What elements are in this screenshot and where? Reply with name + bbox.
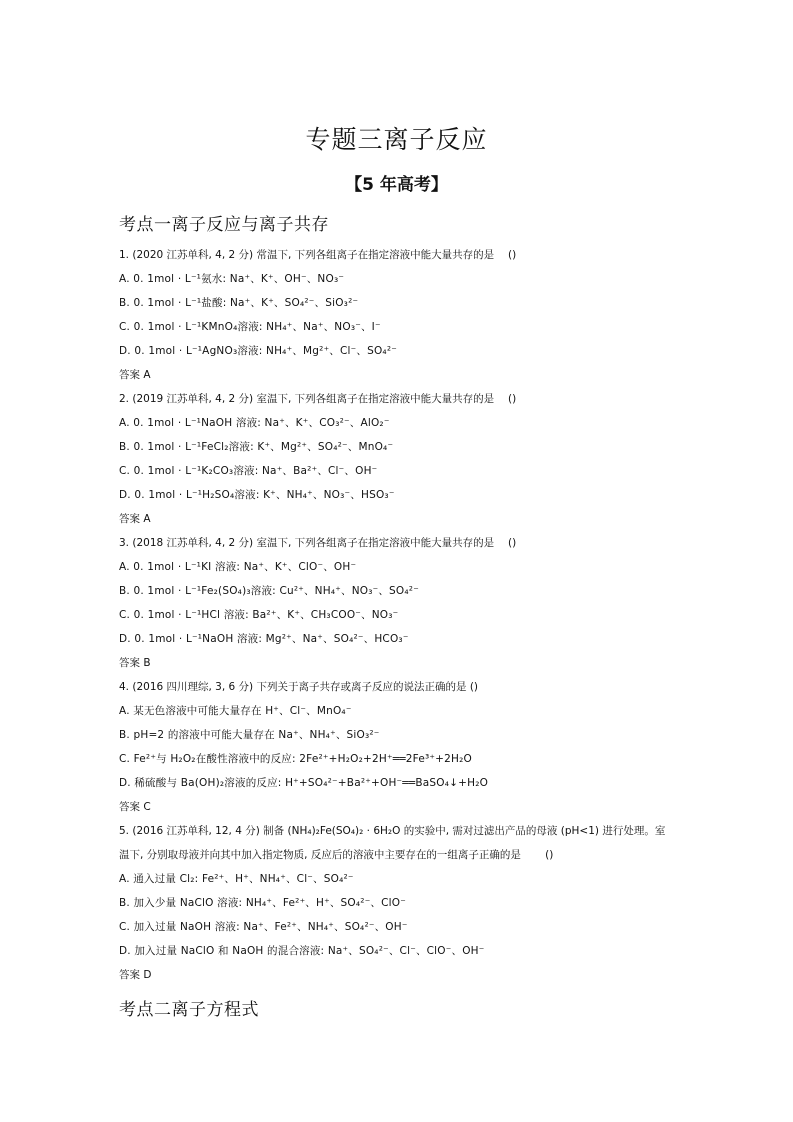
- question-1-option-a: A. 0. 1mol · L⁻¹氨水: Na⁺、K⁺、OH⁻、NO₃⁻: [119, 273, 345, 285]
- question-3-option-b: B. 0. 1mol · L⁻¹Fe₂(SO₄)₃溶液: Cu²⁺、NH₄⁺、NO₃⁻、SO₄²⁻: [119, 585, 419, 597]
- page-title: 专题三离子反应: [305, 125, 488, 154]
- question-3-option-a: A. 0. 1mol · L⁻¹KI 溶液: Na⁺、K⁺、ClO⁻、OH⁻: [119, 561, 357, 573]
- question-2-option-b: B. 0. 1mol · L⁻¹FeCl₂溶液: K⁺、Mg²⁺、SO₄²⁻、MnO₄⁻: [119, 441, 394, 453]
- question-1-option-c: C. 0. 1mol · L⁻¹KMnO₄溶液: NH₄⁺、Na⁺、NO₃⁻、I⁻: [119, 321, 381, 333]
- question-3-stem: 3. (2018 江苏单科, 4, 2 分) 室温下, 下列各组离子在指定溶液中能大量共存的是 (): [119, 537, 517, 549]
- question-5-option-c: C. 加入过量 NaOH 溶液: Na⁺、Fe²⁺、NH₄⁺、SO₄²⁻、OH⁻: [119, 921, 408, 933]
- question-1-option-b: B. 0. 1mol · L⁻¹盐酸: Na⁺、K⁺、SO₄²⁻、SiO₃²⁻: [119, 297, 359, 309]
- question-4-option-d: D. 稀硫酸与 Ba(OH)₂溶液的反应: H⁺+SO₄²⁻+Ba²⁺+OH⁻══BaSO₄↓+H₂O: [119, 777, 489, 789]
- question-3-answer: 答案 B: [119, 657, 151, 669]
- question-2-answer: 答案 A: [119, 513, 151, 525]
- question-5-option-a: A. 通入过量 Cl₂: Fe²⁺、H⁺、NH₄⁺、Cl⁻、SO₄²⁻: [119, 873, 354, 885]
- question-2-option-d: D. 0. 1mol · L⁻¹H₂SO₄溶液: K⁺、NH₄⁺、NO₃⁻、HSO₃⁻: [119, 489, 395, 501]
- question-4-option-b: B. pH=2 的溶液中可能大量存在 Na⁺、NH₄⁺、SiO₃²⁻: [119, 729, 380, 741]
- question-1-stem: 1. (2020 江苏单科, 4, 2 分) 常温下, 下列各组离子在指定溶液中能大量共存的是 (): [119, 249, 517, 261]
- question-4-option-a: A. 某无色溶液中可能大量存在 H⁺、Cl⁻、MnO₄⁻: [119, 705, 352, 717]
- question-2-stem: 2. (2019 江苏单科, 4, 2 分) 室温下, 下列各组离子在指定溶液中能大量共存的是 (): [119, 393, 517, 405]
- section-heading-1: 考点一离子反应与离子共存: [119, 215, 329, 235]
- question-1-option-d: D. 0. 1mol · L⁻¹AgNO₃溶液: NH₄⁺、Mg²⁺、Cl⁻、SO₄²⁻: [119, 345, 397, 357]
- section-heading-2: 考点二离子方程式: [119, 1000, 259, 1020]
- question-2-option-a: A. 0. 1mol · L⁻¹NaOH 溶液: Na⁺、K⁺、CO₃²⁻、AlO₂⁻: [119, 417, 390, 429]
- question-4-answer: 答案 C: [119, 801, 151, 813]
- question-5-stem-line-1: 5. (2016 江苏单科, 12, 4 分) 制备 (NH₄)₂Fe(SO₄)₂ · 6H₂O 的实验中, 需对过滤出产品的母液 (pH<1) 进行处理。室: [119, 825, 666, 837]
- question-5-option-b: B. 加入少量 NaClO 溶液: NH₄⁺、Fe²⁺、H⁺、SO₄²⁻、ClO⁻: [119, 897, 406, 909]
- question-3-option-d: D. 0. 1mol · L⁻¹NaOH 溶液: Mg²⁺、Na⁺、SO₄²⁻、HCO₃⁻: [119, 633, 409, 645]
- question-3-option-c: C. 0. 1mol · L⁻¹HCl 溶液: Ba²⁺、K⁺、CH₃COO⁻、NO₃⁻: [119, 609, 399, 621]
- question-5-option-d: D. 加入过量 NaClO 和 NaOH 的混合溶液: Na⁺、SO₄²⁻、Cl⁻、ClO⁻、OH⁻: [119, 945, 485, 957]
- question-2-option-c: C. 0. 1mol · L⁻¹K₂CO₃溶液: Na⁺、Ba²⁺、Cl⁻、OH⁻: [119, 465, 378, 477]
- question-4-option-c: C. Fe²⁺与 H₂O₂在酸性溶液中的反应: 2Fe²⁺+H₂O₂+2H⁺══2Fe³⁺+2H₂O: [119, 753, 472, 765]
- question-5-stem-line-2: 温下, 分别取母液并向其中加入指定物质, 反应后的溶液中主要存在的一组离子正确的是 (): [119, 849, 554, 861]
- question-1-answer: 答案 A: [119, 369, 151, 381]
- question-5-answer: 答案 D: [119, 969, 152, 981]
- question-4-stem: 4. (2016 四川理综, 3, 6 分) 下列关于离子共存或离子反应的说法正确的是 (): [119, 681, 479, 693]
- page-subtitle: 【5 年高考】: [345, 175, 448, 195]
